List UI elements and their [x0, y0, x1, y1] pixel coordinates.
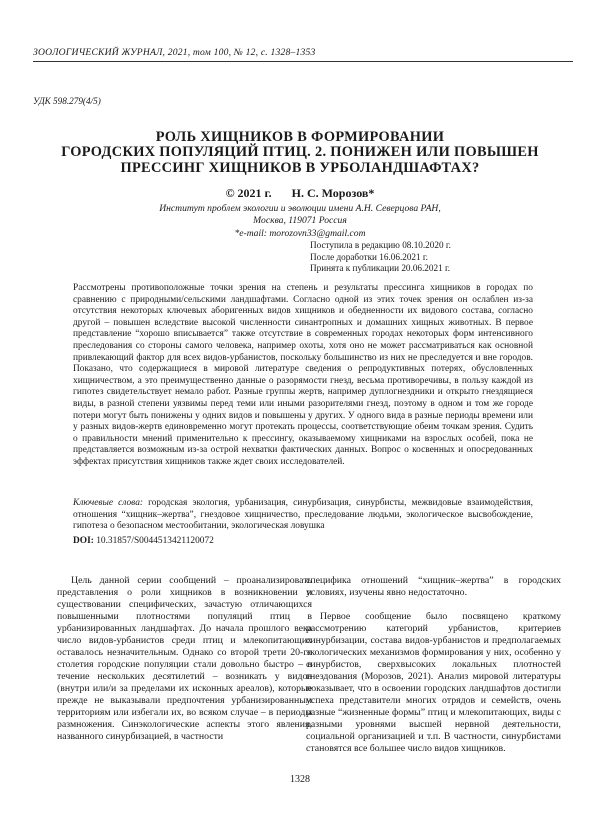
- keywords-label: Ключевые слова:: [73, 498, 143, 508]
- title-line-3: ПРЕССИНГ ХИЩНИКОВ В УРБОЛАНДШАФТАХ?: [120, 159, 480, 176]
- affiliation: [0, 203, 600, 228]
- keywords-text: городская экология, урбанизация, синурбизация, синурбисты, межвидовые взаимодействия, отношения “хищник–жертва”, гнездовое хищничество, преследование людьми, экологическое высвобождение, гипотеза о безопасном местообитании, экологическая ловушка: [73, 498, 533, 532]
- copyright-year: © 2021 г.: [225, 186, 272, 200]
- abstract: Рассмотрены противоположные точки зрения на степень и результаты прессинга хищников в городах по сравнению с природными/сельскими ландшафтами. Согласно одной из этих точек зрения он ослаблен из-за отсутствия некоторых ключевых аборигенных видов хищников и обедненности их видового состава, согласно другой – повышен вследствие высокой численности синантропных и домашних хищных животных. В первое представление “хорошо вписывается” также отсутствие в современных городах некоторых форм интенсивного преследования со стороны самого человека, например охоты, хотя оно не может рассматриваться как основной привлекающий фактор для всех видов-урбанистов, поскольку большинство из них не преследуется и вне городов. Показано, что содержащиеся в мировой литературе сведения о репродуктивных потерях, обусловленных хищничеством, а это преимущественно данные о разорямости гнезд, весьма противоречивы, в пользу каждой из гипотез свидетельствует немало работ. Разные группы жертв, например дуплогнездники и открыто гнездящиеся виды, в разной степени уязвимы перед теми или иными разорителями гнезд, поэтому в одном и том же городе потери могут быть понижены у одних видов и повышены у других. У одного вида в разные периоды времени или у разных видов-жертв единовременно могут протекать процессы, соответствующие обеим точкам зрения. Судить о правильности мнений применительно к прессингу, оказываемому хищниками на взрослых особей, пока не представляется возможным из-за острой нехватки фактических данных. Вопрос о косвенных и опосредованных эффектах присутствия хищников также ждет своих исследователей.: [73, 283, 533, 467]
- body-column-right: [306, 575, 561, 755]
- author-line: [0, 186, 600, 201]
- affiliation-line-1: Институт проблем экологии и эволюции имени А.Н. Северцова РАН,: [159, 203, 441, 214]
- article-dates: [310, 240, 451, 275]
- udc-code: УДК 598.279(4/5): [33, 96, 101, 106]
- date-revised: После доработки 16.06.2021 г.: [310, 251, 428, 262]
- affiliation-line-2: Москва, 119071 Россия: [253, 215, 347, 227]
- body-paragraph: Первое сообщение было посвящено краткому рассмотрению категорий урбанистов, критериев синурбизации, состава видов-урбанистов и предполагаемых экологических механизмов формирования у них, особенно у синурбистов, сверхвысоких локальных плотностей гнездования (Морозов, 2021). Анализ мировой литературы показывает, что в освоении городских ландшафтов достигли успеха представители многих отрядов и семейств, очень разные “жизненные формы” птиц и млекопитающих, виды с разными уровнями высшей нервной деятельности, социальной организацией и т.п. В частности, синурбистами становятся все большее число видов хищников.: [306, 611, 561, 754]
- body-paragraph-continued: специфика отношений “хищник–жертва” в городских условиях, изучены явно недостаточно.: [306, 575, 561, 598]
- author-email: *e-mail: morozovn33@gmail.com: [234, 228, 366, 239]
- keywords: [73, 498, 533, 533]
- body-column-left: [57, 575, 312, 743]
- body-paragraph: Цель данной серии сообщений – проанализировать представления о роли хищников в возникновении и существовании специфических, зачастую отличающихся повышенными плотностями популяций птиц в урбанизированных ландшафтах. До начала прошлого века число видов-урбанистов среди птиц и млекопитающих оставалось незначительным. Однако со второй трети 20-го столетия городские популяции стали довольно быстро – в течение нескольких десятилетий – возникать у видов (внутри или/и за пределами их исконных ареалов), которые прежде не выказывали предпочтения урбанизированным территориям или избегали их, во всяком случае – в периоды размножения. Синэкологические аспекты этого явления, названного синурбизацией, в частности: [57, 575, 312, 742]
- title-line-2: ГОРОДСКИХ ПОПУЛЯЦИЙ ПТИЦ. 2. ПОНИЖЕН ИЛИ ПОВЫШЕН: [61, 144, 539, 161]
- doi-label: DOI:: [73, 536, 94, 546]
- date-received: Поступила в редакцию 08.10.2020 г.: [310, 240, 451, 250]
- doi: [73, 536, 214, 546]
- author-name: Н. С. Морозов*: [291, 186, 375, 200]
- journal-header: ЗООЛОГИЧЕСКИЙ ЖУРНАЛ, 2021, том 100, № 12, с. 1328–1353: [33, 47, 316, 58]
- doi-value: 10.31857/S0044513421120072: [93, 536, 214, 546]
- title-line-1: РОЛЬ ХИЩНИКОВ В ФОРМИРОВАНИИ: [155, 129, 445, 145]
- date-accepted: Принята к публикации 20.06.2021 г.: [310, 263, 451, 274]
- page-number: 1328: [290, 774, 310, 785]
- header-rule: [33, 61, 573, 62]
- article-title: [40, 130, 560, 176]
